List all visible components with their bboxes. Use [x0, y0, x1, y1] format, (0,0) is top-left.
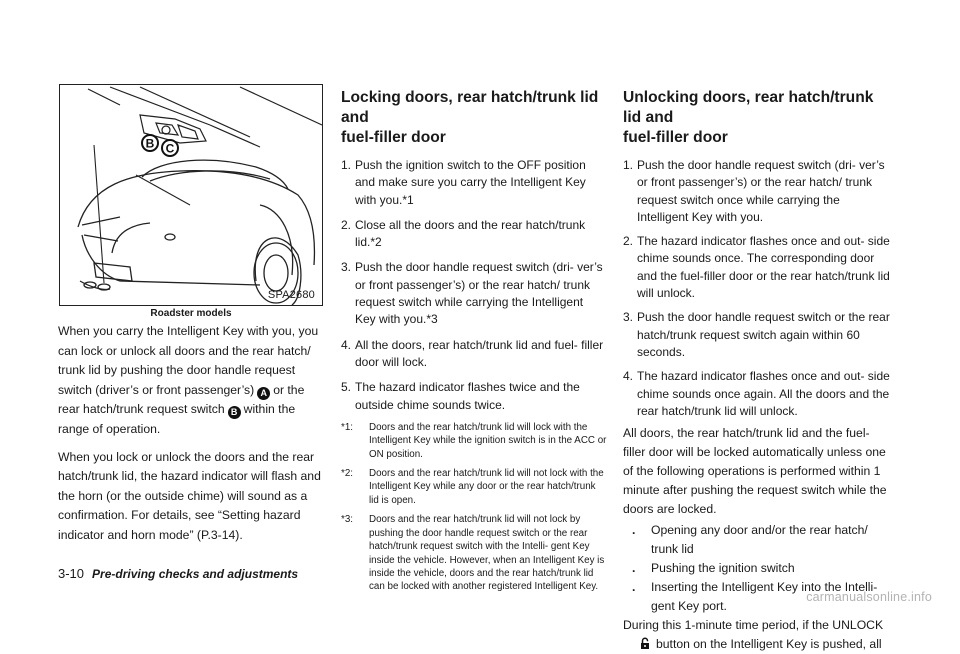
label-b-badge: B [228, 406, 241, 419]
unlocking-step: 4. The hazard indicator flashes once and out- side chime sounds once again. All the doors and the rear hatch/trunk lid will unlock. [623, 369, 890, 418]
confirmation-paragraph: When you lock or unlock the doors and the rear hatch/trunk lid, the hazard indicator will flash and the horn (or the outside chime) will sound as a confirmation. For details, see “Setting hazard indicator and horn mode” (P.3-14). [58, 449, 321, 542]
label-a-badge: A [257, 387, 270, 400]
bullet-item: . Pushing the ignition switch [632, 561, 795, 576]
unlocking-steps [623, 157, 893, 420]
unlock-button-paragraph: During this 1-minute time period, if the UNLOCK button on the Intelligent Key is pushed, all [623, 618, 884, 652]
locking-step: 5. The hazard indicator flashes twice and the outside chime sounds twice. [341, 380, 580, 412]
column-middle [341, 88, 607, 594]
section-title: Pre-driving checks and adjustments [92, 567, 299, 581]
footnote: *3: Doors and the rear hatch/trunk lid will not lock by pushing the door handle request switch or the rear hatch/trunk request switch with the Intelli- gent Key inside the vehicle. However, when an Intelligent Key is inside the vehicle, doors and the rear hatch/trunk lid can be locked with another registered Intelligent Key. [341, 514, 605, 593]
roadster-illustration [59, 84, 323, 306]
unlocking-step: 3. Push the door handle request switch or the rear hatch/trunk request switch again within 60 seconds. [623, 310, 890, 359]
svg-text:B: B [145, 136, 155, 151]
bullet-item: . Inserting the Intelligent Key into the Intelli- gent Key port. [632, 580, 878, 614]
intro-paragraph: When you carry the Intelligent Key with you, you can lock or unlock all doors and the rear hatch/ trunk lid by pushing the door handle request switch (driver’s or front passenger’s) A or the rear hatch/trunk request switch B within the range of operation. [58, 324, 319, 436]
locking-step: 4. All the doors, rear hatch/trunk lid and fuel- filler door will lock. [341, 337, 604, 369]
locking-step: 2. Close all the doors and the rear hatch/trunk lid.*2 [341, 217, 586, 250]
footnote: *2: Doors and the rear hatch/trunk lid will not lock with the Intelligent Key while any door or the rear hatch/trunk lid is open. [341, 468, 604, 506]
label-b-marker [142, 135, 158, 151]
figure-caption: Roadster models [150, 308, 232, 319]
auto-lock-paragraph: All doors, the rear hatch/trunk lid and the fuel- filler door will be locked automatically unless one of the following operations is performed within 1 minute after pushing the request switch while the doors are locked. [623, 426, 887, 517]
label-c-marker [162, 140, 178, 156]
page-footer [58, 566, 298, 581]
unlocking-heading: Unlocking doors, rear hatch/trunk lid and fuel-filler door [623, 89, 874, 146]
bullet-item: . Opening any door and/or the rear hatch/ trunk lid [632, 523, 868, 557]
figure-code: SPA2680 [267, 289, 315, 301]
car-rear-drawing [60, 85, 322, 305]
locking-heading: Locking doors, rear hatch/trunk lid and fuel-filler door [341, 89, 599, 146]
column-left [58, 322, 326, 546]
column-right [623, 88, 893, 654]
unlock-padlock-icon [639, 637, 651, 650]
page-number: 3-10 [58, 566, 85, 581]
unlocking-step: 1. Push the door handle request switch (dri- ver’s or front passenger’s) or the rear hatch/ trunk request switch once while carrying the Intelligent Key with you. [623, 158, 885, 224]
watermark-text: carmanualsonline.info [806, 590, 932, 604]
footnote: *1: Doors and the rear hatch/trunk lid will lock with the Intelligent Key while the ignition switch is in the ACC or ON position. [341, 421, 607, 460]
locking-steps [341, 157, 607, 414]
locking-notes [341, 421, 607, 594]
locking-step: 1. Push the ignition switch to the OFF position and make sure you carry the Intelligent Key with you.*1 [341, 158, 586, 207]
locking-step: 3. Push the door handle request switch (dri- ver’s or front passenger’s) or the rear hatch/ trunk request switch while carrying the Intelligent Key with you.*3 [341, 260, 603, 327]
svg-text:C: C [165, 141, 175, 156]
unlocking-step: 2. The hazard indicator flashes once and out- side chime sounds once. The corresponding door and the fuel-filler door or the rear hatch/trunk lid will unlock. [623, 234, 890, 301]
